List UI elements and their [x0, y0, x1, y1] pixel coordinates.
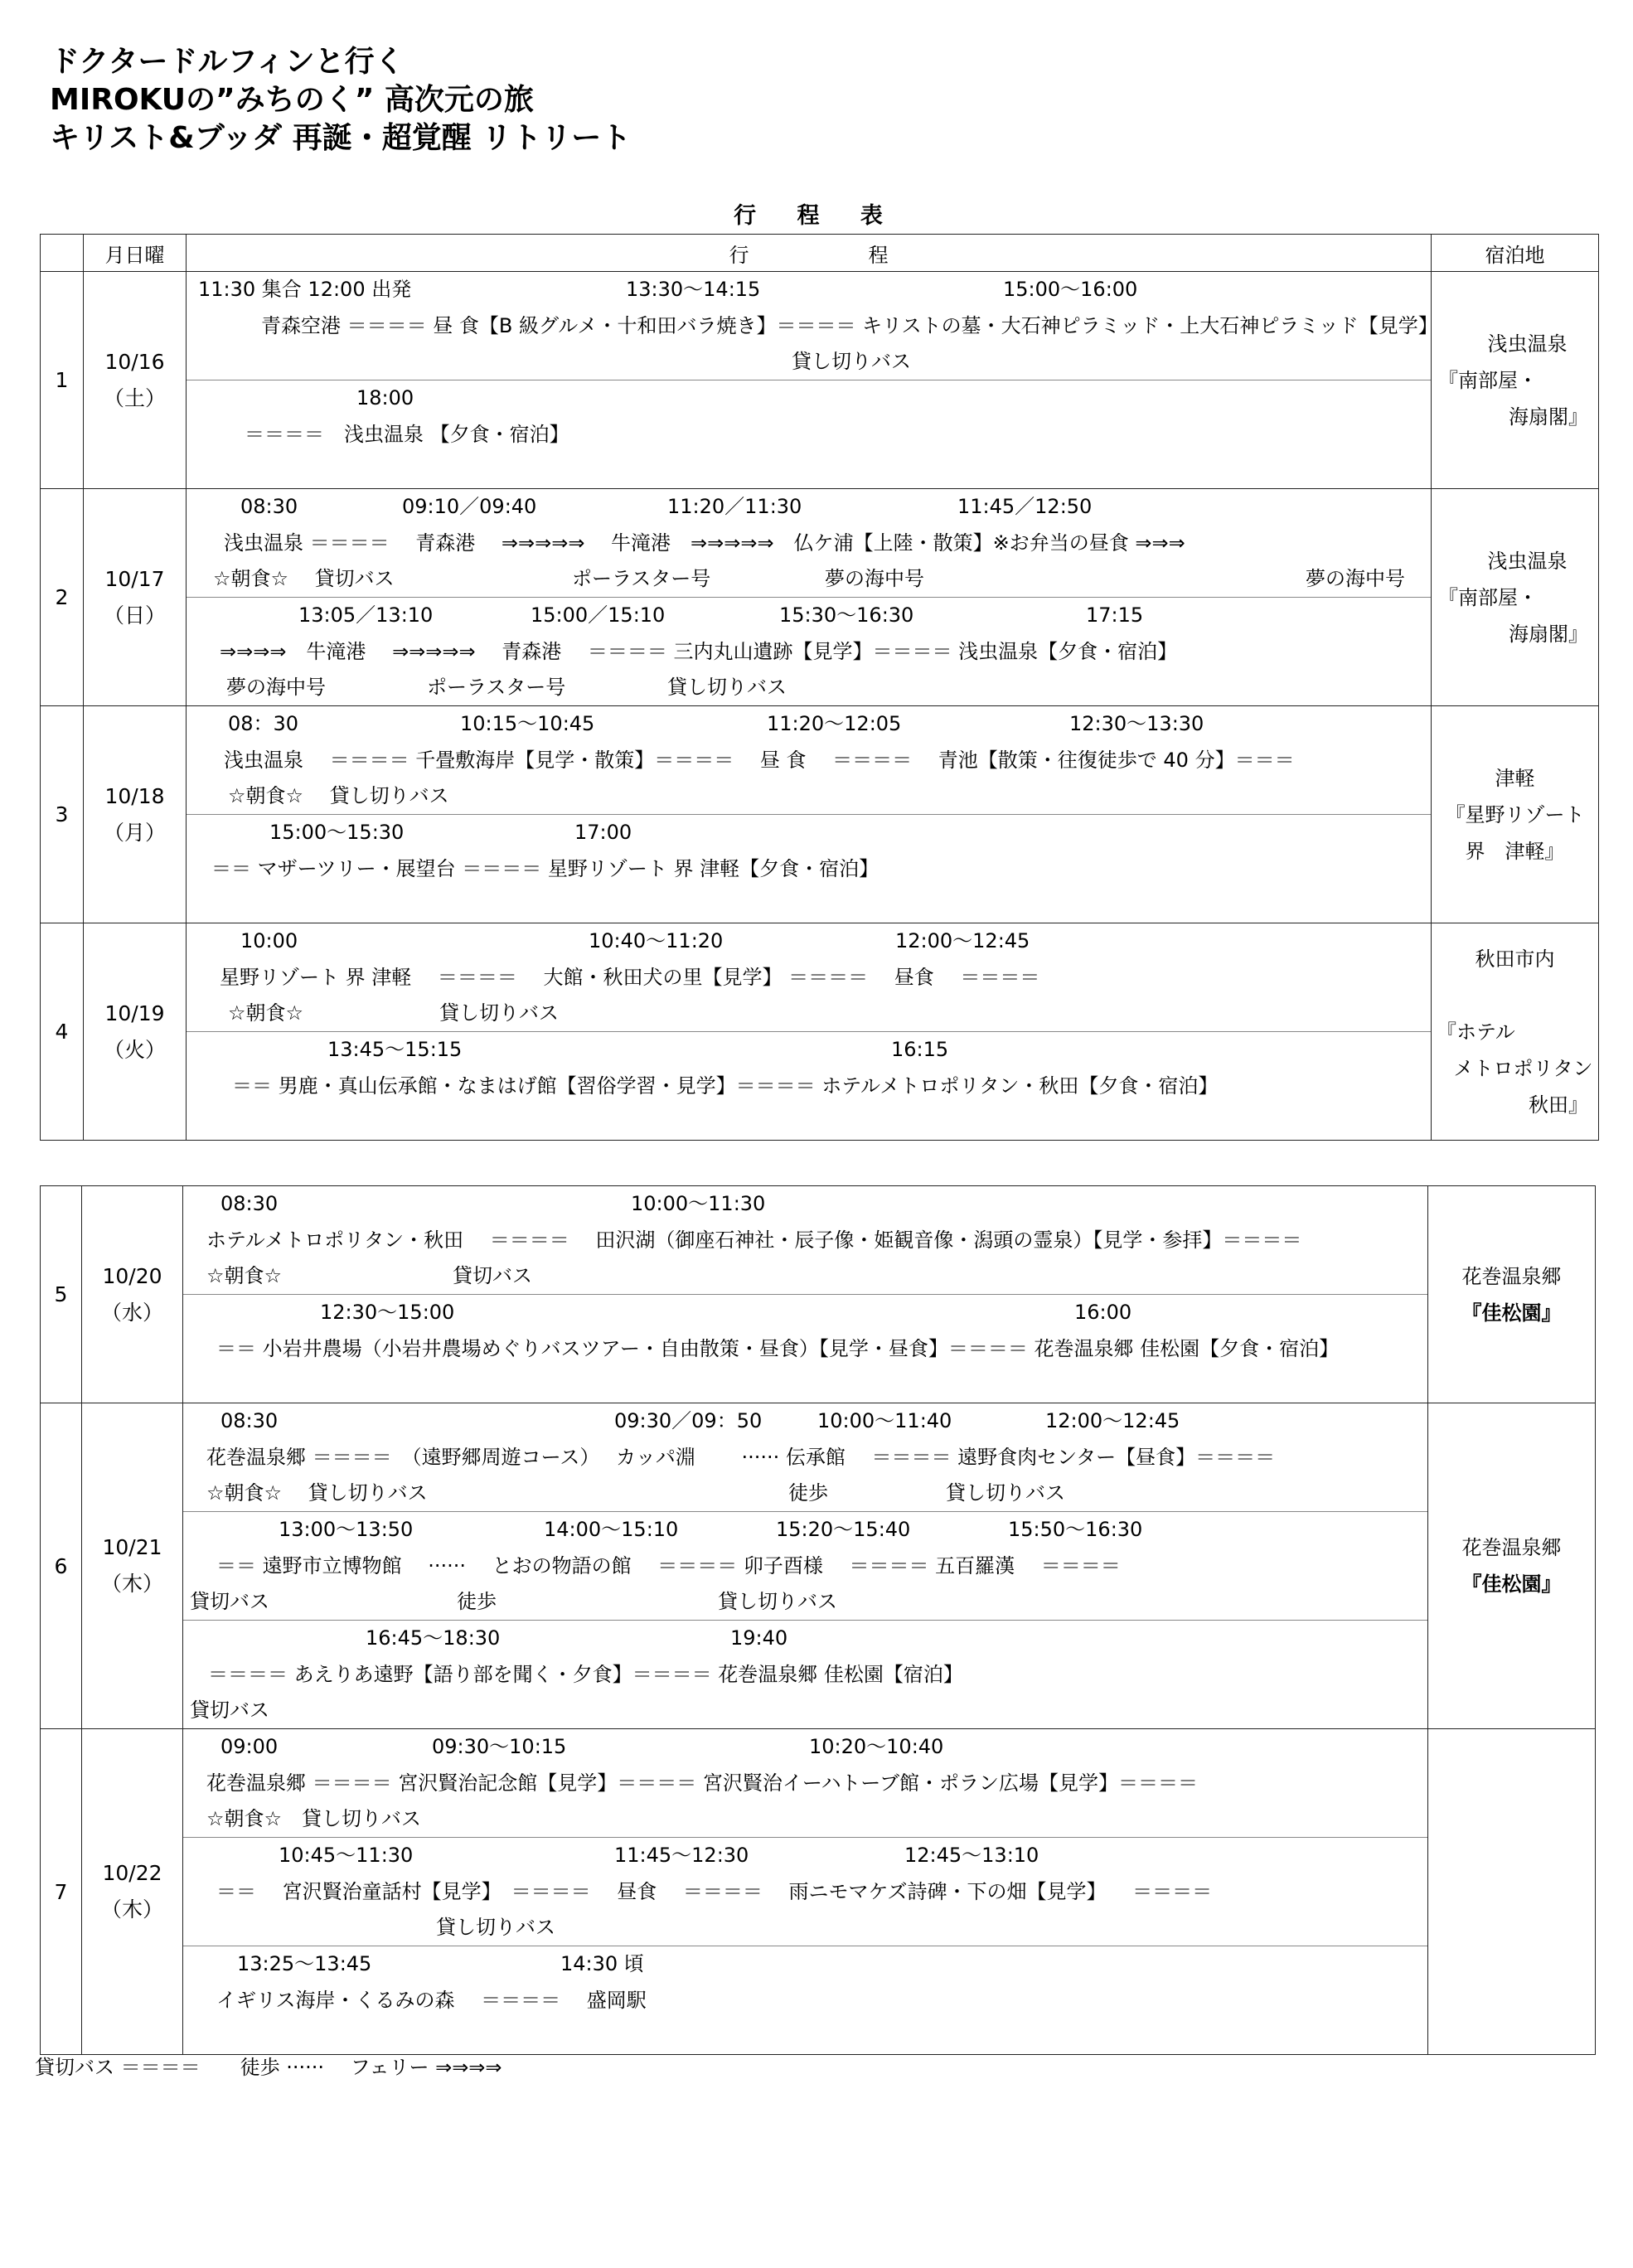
time-label: 09:30～10:15 [432, 1735, 567, 1758]
day-lodging [1432, 489, 1599, 706]
transport-label: 徒歩 [788, 1481, 828, 1505]
lodging-line: 『佳松園』 [1461, 1301, 1562, 1325]
route-text: ＝＝ 宮沢賢治童話村【見学】 ＝＝＝＝ 昼食 ＝＝＝＝ 雨ニモマケズ詩碑・下の畑【見学】 ＝＝＝＝ [216, 1879, 1213, 1903]
lodging-line: 『ホテル [1437, 1020, 1515, 1044]
time-label: 10:20～10:40 [809, 1735, 944, 1758]
day-number: 5 [41, 1186, 82, 1403]
weekday-text: （火） [103, 1037, 166, 1062]
lodging-line: 海扇閣』 [1509, 405, 1588, 429]
itinerary-segment [183, 1837, 1427, 1946]
time-label: 18:00 [356, 386, 414, 410]
itinerary-segment [187, 923, 1431, 1031]
time-label: 16:00 [1074, 1301, 1132, 1324]
time-label: 11:45／12:50 [957, 495, 1093, 518]
lodging-line: 『佳松園』 [1461, 1573, 1562, 1596]
time-label: 14:30 頃 [560, 1952, 644, 1975]
day-number: 2 [41, 489, 84, 706]
day-lodging [1432, 706, 1599, 923]
transport-label: 貸切バス [190, 1699, 269, 1722]
date-text: 10/17 [104, 566, 165, 591]
day-itinerary [187, 489, 1432, 706]
day-itinerary [187, 706, 1432, 923]
day-lodging [1428, 1186, 1596, 1403]
weekday-text: （木） [100, 1572, 163, 1596]
day-lodging [1432, 272, 1599, 489]
itinerary-segment [187, 597, 1431, 705]
day-number: 6 [41, 1403, 82, 1729]
time-label: 13:30～14:15 [626, 278, 761, 301]
time-label: 13:05／13:10 [298, 603, 434, 627]
itinerary-segment [183, 1186, 1427, 1294]
title-line-1: ドクタードルフィンと行く [50, 45, 405, 79]
lodging-line: 花巻温泉郷 [1461, 1536, 1562, 1559]
time-label: 10:15～10:45 [460, 712, 595, 735]
time-label: 11:20／11:30 [667, 495, 802, 518]
itinerary-segment [187, 380, 1431, 488]
time-label: 13:00～13:50 [279, 1518, 414, 1541]
time-label: 13:45～15:15 [327, 1038, 463, 1061]
itinerary-segment [183, 1729, 1427, 1837]
time-label: 11:45～12:30 [614, 1844, 749, 1867]
route-text: 浅虫温泉 ＝＝＝＝ 青森港 ⇒⇒⇒⇒⇒ 牛滝港 ⇒⇒⇒⇒⇒ 仏ケ浦【上陸・散策】※お弁当の昼食 ⇒⇒⇒ [224, 531, 1185, 555]
itinerary-table-1 [40, 234, 1599, 1141]
time-label: 12:00～12:45 [1045, 1409, 1180, 1432]
route-text: ＝＝＝＝ あえりあ遠野【語り部を聞く・夕食】＝＝＝＝ 花巻温泉郷 佳松園【宿泊】 [208, 1662, 963, 1686]
time-label: 15:00／15:10 [531, 603, 666, 627]
itinerary-segment [187, 706, 1431, 814]
route-text: ＝＝ マザーツリー・展望台 ＝＝＝＝ 星野リゾート 界 津軽【夕食・宿泊】 [211, 856, 879, 880]
time-label: 16:15 [891, 1038, 949, 1061]
transport-label: 徒歩 [457, 1590, 497, 1613]
route-text: 花巻温泉郷 ＝＝＝＝ 宮沢賢治記念館【見学】＝＝＝＝ 宮沢賢治イーハトーブ館・ポラン広場【見学】＝＝＝＝ [206, 1771, 1199, 1795]
day-date [84, 272, 187, 489]
day-row [41, 489, 1599, 706]
day-date [84, 489, 187, 706]
day-row [41, 706, 1599, 923]
time-label: 12:30～13:30 [1069, 712, 1204, 735]
time-label: 15:50～16:30 [1008, 1518, 1143, 1541]
route-text: 青森空港 ＝＝＝＝ 昼 食【B 級グルメ・十和田バラ焼き】＝＝＝＝ キリストの墓・大石神ピラミッド・上大石神ピラミッド【見学】 [261, 313, 1438, 337]
lodging-line: 界 津軽』 [1465, 839, 1565, 863]
date-text: 10/21 [102, 1535, 162, 1559]
transport-label: 貸し切りバス [718, 1590, 837, 1613]
table-title: 行 程 表 [734, 203, 899, 229]
itinerary-segment [183, 1620, 1427, 1728]
lodging-line: 『星野リゾート [1445, 802, 1585, 826]
time-label: 11:30 集合 12:00 出発 [198, 278, 412, 301]
day-lodging [1428, 1729, 1596, 2055]
transport-label: ポーラスター号 [572, 567, 711, 590]
itinerary-segment [187, 489, 1431, 597]
route-text: 花巻温泉郷 ＝＝＝＝ （遠野郷周遊コース） カッパ淵 ······ 伝承館 ＝＝＝＝ 遠野食肉センター【昼食】＝＝＝＝ [206, 1445, 1276, 1469]
time-label: 08:30 [220, 1192, 279, 1215]
title-line-3: キリスト&ブッダ 再誕・超覚醒 リトリート [50, 121, 632, 155]
transport-label: 夢の海中号 [1306, 567, 1405, 590]
lodging-line [1432, 977, 1598, 1014]
transport-label: 貸し切りバス [667, 676, 787, 699]
time-label: 15:20～15:40 [776, 1518, 911, 1541]
day-number: 7 [41, 1729, 82, 2055]
time-label: 13:25～13:45 [237, 1952, 372, 1975]
weekday-text: （日） [103, 603, 166, 628]
transport-label: ☆朝食☆ 貸し切りバス [206, 1807, 422, 1830]
date-text: 10/20 [102, 1263, 162, 1288]
day-itinerary [183, 1729, 1428, 2055]
time-label: 10:45～11:30 [279, 1844, 414, 1867]
lodging-line: 海扇閣』 [1509, 622, 1588, 646]
transport-label: 夢の海中号 [226, 676, 326, 699]
day-row [41, 1729, 1596, 2055]
header-blank [41, 235, 84, 272]
transport-label: 貸切バス [453, 1264, 532, 1287]
time-label: 17:15 [1086, 603, 1144, 627]
itinerary-segment [183, 1294, 1427, 1403]
weekday-text: （水） [100, 1300, 163, 1325]
lodging-line: 花巻温泉郷 [1461, 1264, 1562, 1288]
lodging-line: 浅虫温泉 [1487, 332, 1568, 356]
transport-label: ☆朝食☆ [206, 1264, 283, 1287]
itinerary-segment [183, 1403, 1427, 1511]
itinerary-segment [183, 1511, 1427, 1620]
day-row [41, 1186, 1596, 1403]
document-title [50, 43, 631, 158]
day-number: 3 [41, 706, 84, 923]
transport-label: ☆朝食☆ 貸し切りバス [228, 784, 449, 807]
time-label: 12:00～12:45 [895, 929, 1030, 952]
lodging-line: 『南部屋・ [1438, 585, 1538, 609]
itinerary-segment [187, 1031, 1431, 1140]
time-label: 14:00～15:10 [544, 1518, 679, 1541]
day-itinerary [187, 272, 1438, 489]
day-date [84, 706, 187, 923]
time-label: 15:00～15:30 [269, 821, 405, 844]
time-label: 17:00 [574, 821, 632, 844]
transport-label: ポーラスター号 [427, 676, 566, 699]
lodging-line: 浅虫温泉 [1487, 549, 1568, 573]
weekday-text: （土） [103, 385, 166, 410]
itinerary-segment [183, 1946, 1427, 2054]
title-line-2: MIROKUの”みちのく” 高次元の旅 [50, 83, 534, 117]
time-label: 12:45～13:10 [904, 1844, 1039, 1867]
route-text: 星野リゾート 界 津軽 ＝＝＝＝ 大館・秋田犬の里【見学】 ＝＝＝＝ 昼食 ＝＝＝＝ [220, 965, 1040, 989]
time-label: 09:10／09:40 [402, 495, 537, 518]
date-text: 10/16 [104, 349, 165, 374]
time-label: 10:40～11:20 [589, 929, 724, 952]
lodging-line: 津軽 [1495, 766, 1535, 790]
day-date [82, 1186, 183, 1403]
day-number: 4 [41, 923, 84, 1141]
transport-label: 貸し切りバス [946, 1481, 1065, 1505]
time-label: 16:45～18:30 [366, 1626, 501, 1650]
day-row [41, 1403, 1596, 1729]
transport-label: ☆朝食☆ 貸し切りバス [206, 1481, 428, 1505]
transport-label: 夢の海中号 [825, 567, 924, 590]
time-label: 10:00～11:40 [817, 1409, 952, 1432]
lodging-line: 『南部屋・ [1438, 368, 1538, 392]
route-text: ＝＝ 小岩井農場（小岩井農場めぐりバスツアー・自由散策・昼食）【見学・昼食】＝＝＝＝ 花巻温泉郷 佳松園【夕食・宿泊】 [216, 1336, 1340, 1360]
time-label: 08:30 [240, 495, 298, 518]
day-date [82, 1403, 183, 1729]
route-text: 浅虫温泉 ＝＝＝＝ 千畳敷海岸【見学・散策】＝＝＝＝ 昼 食 ＝＝＝＝ 青池【散策・往復徒歩で 40 分】＝＝＝ [224, 748, 1295, 772]
route-text: ＝＝＝＝ 浅虫温泉 【夕食・宿泊】 [245, 422, 569, 446]
time-label: 10:00 [240, 929, 298, 952]
day-lodging [1428, 1403, 1596, 1729]
itinerary-segment [187, 814, 1431, 923]
itinerary-segment [187, 272, 1438, 380]
transport-label: 貸し切りバス [439, 1001, 559, 1025]
day-lodging [1432, 923, 1599, 1141]
transport-label: ☆朝食☆ 貸切バス [213, 567, 395, 590]
transport-label: ☆朝食☆ [228, 1001, 304, 1025]
day-date [84, 923, 187, 1141]
day-itinerary [183, 1186, 1428, 1403]
date-text: 10/18 [104, 783, 165, 808]
lodging-line: 秋田』 [1529, 1093, 1588, 1117]
transport-label: 貸切バス [190, 1590, 269, 1613]
day-itinerary [187, 923, 1432, 1141]
route-text: ⇒⇒⇒⇒ 牛滝港 ⇒⇒⇒⇒⇒ 青森港 ＝＝＝＝ 三内丸山遺跡【見学】＝＝＝＝ 浅虫温泉【夕食・宿泊】 [220, 639, 1178, 663]
day-row [41, 923, 1599, 1141]
weekday-text: （木） [100, 1897, 163, 1922]
day-row [41, 272, 1599, 489]
legend: 貸切バス ＝＝＝＝ 徒歩 ······ フェリー ⇒⇒⇒⇒ [35, 2056, 502, 2079]
date-text: 10/19 [104, 1001, 165, 1025]
time-label: 15:30～16:30 [779, 603, 914, 627]
header-itinerary: 行 程 [187, 235, 1432, 272]
date-text: 10/22 [102, 1861, 162, 1885]
lodging-line: 秋田市内 [1475, 947, 1555, 971]
transport-label: 貸し切りバス [436, 1916, 555, 1939]
time-label: 08:30 [220, 1409, 279, 1432]
time-label: 10:00～11:30 [631, 1192, 766, 1215]
time-label: 19:40 [730, 1626, 788, 1650]
header-lodging: 宿泊地 [1432, 235, 1599, 272]
weekday-text: （月） [103, 820, 166, 845]
route-text: ホテルメトロポリタン・秋田 ＝＝＝＝ 田沢湖（御座石神社・辰子像・姫観音像・潟頭の霊泉）【見学・参拝】＝＝＝＝ [206, 1228, 1302, 1252]
time-label: 09:30／09：50 [614, 1409, 763, 1432]
time-label: 08：30 [228, 712, 299, 735]
lodging-line: メトロポリタン [1453, 1056, 1593, 1080]
route-text: ＝＝ 男鹿・真山伝承館・なまはげ館【習俗学習・見学】＝＝＝＝ ホテルメトロポリタン・秋田【夕食・宿泊】 [232, 1073, 1219, 1098]
route-text: ＝＝ 遠野市立博物館 ······ とおの物語の館 ＝＝＝＝ 卯子酉様 ＝＝＝＝ 五百羅漢 ＝＝＝＝ [216, 1553, 1121, 1577]
day-date [82, 1729, 183, 2055]
day-number: 1 [41, 272, 84, 489]
route-text: イギリス海岸・くるみの森 ＝＝＝＝ 盛岡駅 [216, 1988, 647, 2012]
transport-label: 貸し切りバス [792, 350, 911, 373]
itinerary-table-2 [40, 1185, 1596, 2055]
time-label: 09:00 [220, 1735, 279, 1758]
header-date: 月日曜 [84, 235, 187, 272]
time-label: 12:30～15:00 [320, 1301, 455, 1324]
time-label: 15:00～16:00 [1003, 278, 1138, 301]
time-label: 11:20～12:05 [767, 712, 902, 735]
day-itinerary [183, 1403, 1428, 1729]
